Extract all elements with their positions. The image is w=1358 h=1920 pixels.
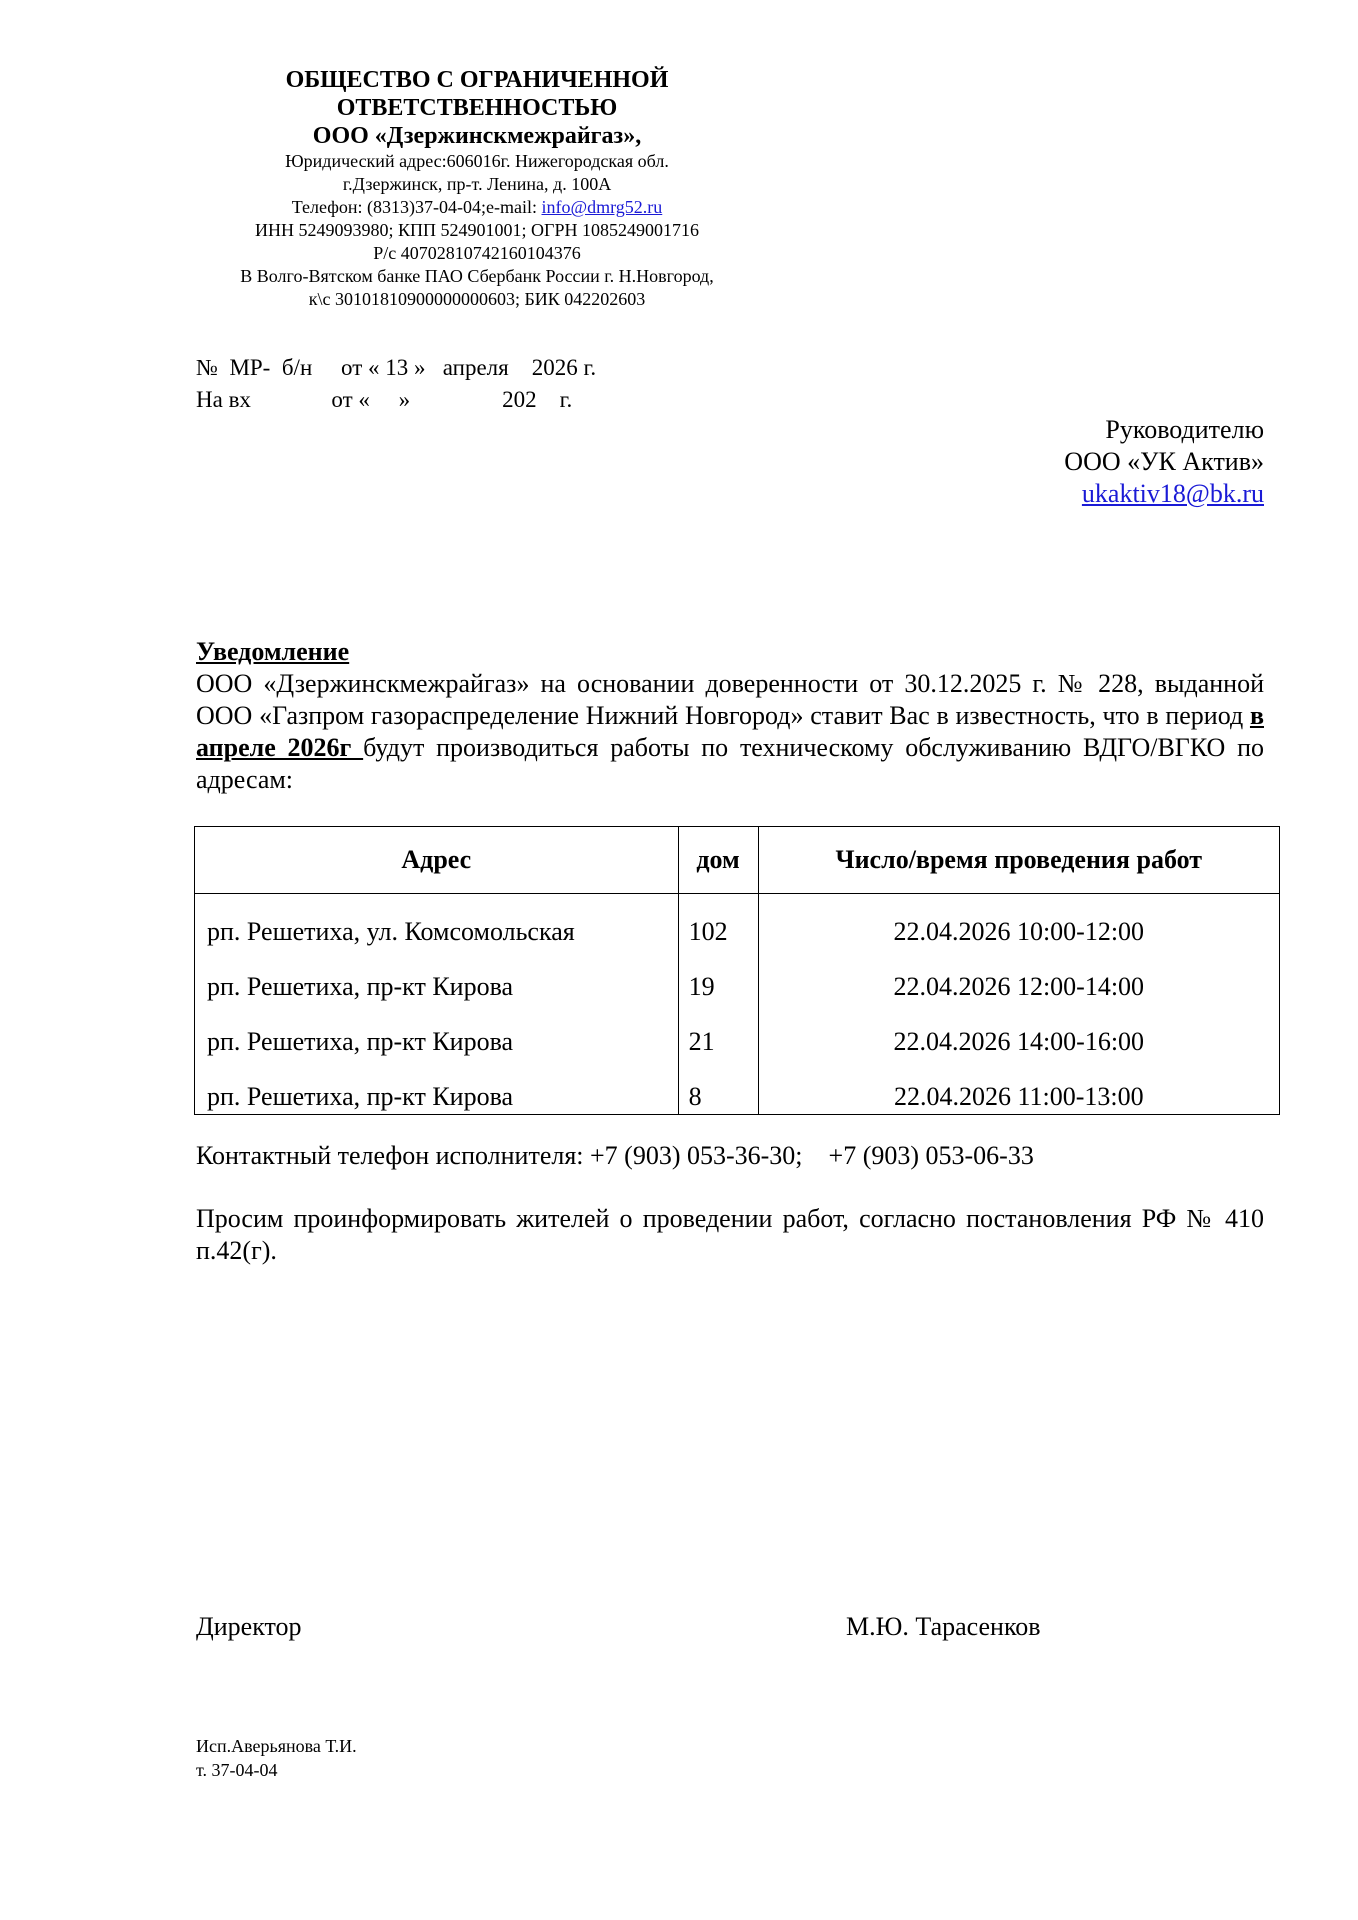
row-house: 21 [678, 1004, 758, 1059]
corr-account-line: к\с 30101810900000000603; БИК 042202603 [308, 289, 646, 309]
addressee-position: Руководителю [1105, 415, 1264, 444]
signatory-title: Директор [196, 1612, 302, 1641]
notice-text [196, 668, 1264, 796]
row-time: 22.04.2026 14:00-16:00 [758, 1004, 1279, 1059]
notice-period: в апреле 2026г [196, 701, 1264, 762]
executor-name: Исп.Аверьянова Т.И. [196, 1736, 357, 1756]
letterhead [160, 66, 794, 311]
header-address: Адрес [195, 827, 679, 894]
notice-title: Уведомление [196, 637, 350, 666]
request-text: Просим проинформировать жителей о проведении работ, согласно постановления РФ № 410 п.42(г). [196, 1204, 1264, 1265]
company-email-link[interactable]: info@dmrg52.ru [541, 197, 663, 217]
row-address: рп. Решетиха, пр-кт Кирова [195, 949, 679, 1004]
company-form-line2: ОТВЕТСТВЕННОСТЬЮ [336, 95, 618, 121]
row-house: 19 [678, 949, 758, 1004]
account-line: Р/с 40702810742160104376 [373, 243, 581, 263]
header-house: дом [678, 827, 758, 894]
executor-phone: т. 37-04-04 [196, 1760, 278, 1780]
header-time: Число/время проведения работ [758, 827, 1279, 894]
notice-text-after: будут производиться работы по техническому обслуживанию ВДГО/ВГКО по адресам: [196, 733, 1264, 794]
row-time: 22.04.2026 11:00-13:00 [758, 1059, 1279, 1115]
table-header-row [195, 827, 1280, 894]
legal-address-line1: Юридический адрес:606016г. Нижегородская обл. [285, 151, 669, 171]
legal-address-line2: г.Дзержинск, пр-т. Ленина, д. 100А [342, 174, 612, 194]
notice-text-before: ООО «Дзержинскмежрайгаз» на основании доверенности от 30.12.2025 г. № 228, выданной ООО «Газпром газораспределение Нижний Новгород» ставит Вас в известность, что в период [196, 669, 1264, 730]
inn-line: ИНН 5249093980; КПП 524901001; ОГРН 1085249001716 [255, 220, 699, 240]
outgoing-reference: № МР- б/н от « 13 » апреля 2026 г. [196, 355, 597, 380]
row-time: 22.04.2026 12:00-14:00 [758, 949, 1279, 1004]
table-row [195, 1059, 1280, 1115]
signatory-name: М.Ю. Тарасенков [846, 1612, 1041, 1641]
phone-text: Телефон: (8313)37-04-04;e-mail: [291, 197, 542, 217]
addressee-company: ООО «УК Актив» [1064, 447, 1264, 476]
works-table [194, 826, 1280, 1115]
row-time: 22.04.2026 10:00-12:00 [758, 894, 1279, 950]
addressee [1064, 414, 1264, 510]
executor-block [196, 1734, 357, 1782]
row-house: 8 [678, 1059, 758, 1115]
contact-phones: Контактный телефон исполнителя: +7 (903) 053-36-30; +7 (903) 053-06-33 [196, 1141, 1034, 1170]
company-name: ООО «Дзержинскмежрайгаз», [312, 123, 642, 149]
company-form-line1: ОБЩЕСТВО С ОГРАНИЧЕННОЙ [285, 67, 669, 93]
table-row [195, 894, 1280, 950]
table-row [195, 949, 1280, 1004]
bank-line: В Волго-Вятском банке ПАО Сбербанк России г. Н.Новгород, [240, 266, 714, 286]
row-house: 102 [678, 894, 758, 950]
row-address: рп. Решетиха, пр-кт Кирова [195, 1004, 679, 1059]
addressee-email-link[interactable]: ukaktiv18@bk.ru [1081, 479, 1264, 508]
contact-line [160, 196, 794, 219]
notice-body [196, 636, 1264, 796]
incoming-reference: На вх от « » 202 г. [196, 387, 573, 412]
row-address: рп. Решетиха, ул. Комсомольская [195, 894, 679, 950]
table-row [195, 1004, 1280, 1059]
row-address: рп. Решетиха, пр-кт Кирова [195, 1059, 679, 1115]
